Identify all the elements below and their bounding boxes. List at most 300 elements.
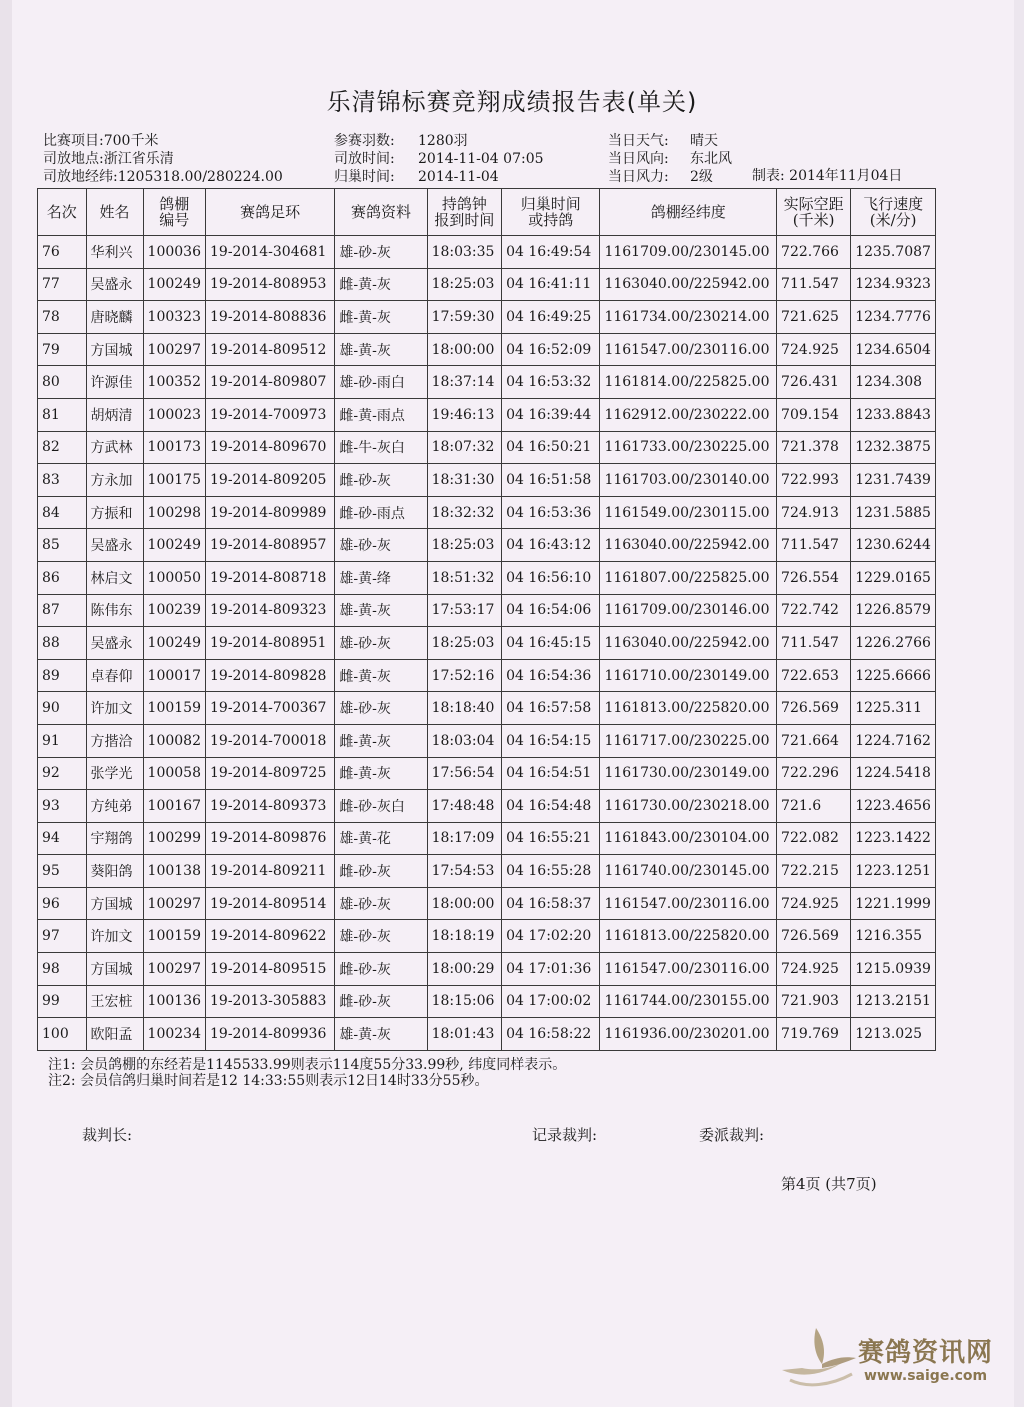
meta-label: 当日风力: — [608, 169, 669, 185]
cell-loft: 100234 — [143, 1018, 205, 1051]
cell-ring: 19-2014-700973 — [206, 398, 335, 431]
cell-rank: 88 — [38, 627, 87, 660]
cell-coords: 1161733.00/230225.00 — [600, 431, 777, 464]
cell-speed: 1215.0939 — [851, 953, 936, 986]
cell-info: 雌-砂-灰 — [335, 464, 427, 497]
cell-clock: 17:48:48 — [427, 790, 502, 823]
cell-rank: 89 — [38, 659, 87, 692]
cell-coords: 1163040.00/225942.00 — [600, 627, 777, 660]
cell-speed: 1232.3875 — [851, 431, 936, 464]
footnote: 注1: 会员鸽棚的东经若是1145533.99则表示114度55分33.99秒, 纬度同样表示。 — [48, 1057, 567, 1073]
cell-info: 雄-黄-灰 — [335, 594, 427, 627]
cell-loft: 100138 — [143, 855, 205, 888]
header-line: 飞行速度 — [863, 195, 924, 213]
cell-rank: 82 — [38, 431, 87, 464]
cell-name: 许源佳 — [86, 366, 143, 399]
cell-info: 雄-砂-灰 — [335, 887, 427, 920]
cell-coords: 1161717.00/230225.00 — [600, 724, 777, 757]
cell-ret: 04 16:57:58 — [502, 692, 600, 725]
cell-clock: 17:52:16 — [427, 659, 502, 692]
cell-dist: 722.766 — [777, 236, 851, 269]
cell-rank: 98 — [38, 953, 87, 986]
cell-name: 方国城 — [86, 953, 143, 986]
cell-speed: 1226.8579 — [851, 594, 936, 627]
cell-loft: 100159 — [143, 920, 205, 953]
meta-value: 700千米 — [103, 133, 159, 149]
cell-clock: 18:00:00 — [427, 887, 502, 920]
cell-rank: 85 — [38, 529, 87, 562]
cell-name: 许加文 — [86, 692, 143, 725]
cell-loft: 100239 — [143, 594, 205, 627]
cell-ring: 19-2014-808836 — [206, 301, 335, 334]
cell-coords: 1161730.00/230218.00 — [600, 790, 777, 823]
watermark-url: www.saige.com — [864, 1368, 988, 1384]
cell-coords: 1161709.00/230146.00 — [600, 594, 777, 627]
cell-loft: 100058 — [143, 757, 205, 790]
cell-info: 雌-砂-灰 — [335, 985, 427, 1018]
cell-clock: 18:03:04 — [427, 724, 502, 757]
cell-name: 葵阳鸽 — [86, 855, 143, 888]
header-line: 或持鸽 — [528, 211, 574, 229]
cell-dist: 721.664 — [777, 724, 851, 757]
table-row — [38, 301, 936, 334]
table-row — [38, 561, 936, 594]
footnote: 注2: 会员信鸽归巢时间若是12 14:33:55则表示12日14时33分55秒。 — [48, 1073, 489, 1089]
cell-ret: 04 16:54:06 — [502, 594, 600, 627]
cell-coords: 1161814.00/225825.00 — [600, 366, 777, 399]
cell-loft: 100173 — [143, 431, 205, 464]
cell-dist: 719.769 — [777, 1018, 851, 1051]
cell-rank: 93 — [38, 790, 87, 823]
cell-rank: 97 — [38, 920, 87, 953]
cell-rank: 90 — [38, 692, 87, 725]
cell-dist: 726.569 — [777, 920, 851, 953]
cell-info: 雄-黄-灰 — [335, 333, 427, 366]
cell-name: 胡炳清 — [86, 398, 143, 431]
cell-speed: 1223.1251 — [851, 855, 936, 888]
cell-ret: 04 17:00:02 — [502, 985, 600, 1018]
cell-speed: 1226.2766 — [851, 627, 936, 660]
table-row — [38, 822, 936, 855]
cell-clock: 18:17:09 — [427, 822, 502, 855]
cell-ret: 04 16:58:37 — [502, 887, 600, 920]
cell-speed: 1223.1422 — [851, 822, 936, 855]
cell-ret: 04 16:43:12 — [502, 529, 600, 562]
watermark-text: 赛鸽资讯网 — [858, 1338, 994, 1368]
cell-rank: 84 — [38, 496, 87, 529]
cell-ring: 19-2014-808953 — [206, 268, 335, 301]
cell-name: 方武林 — [86, 431, 143, 464]
cell-info: 雄-砂-灰 — [335, 920, 427, 953]
cell-dist: 711.547 — [777, 268, 851, 301]
cell-info: 雌-黄-雨点 — [335, 398, 427, 431]
cell-dist: 722.082 — [777, 822, 851, 855]
cell-coords: 1162912.00/230222.00 — [600, 398, 777, 431]
cell-coords: 1161710.00/230149.00 — [600, 659, 777, 692]
meta-value: 2级 — [690, 169, 713, 185]
cell-ring: 19-2014-809622 — [206, 920, 335, 953]
table-row — [38, 985, 936, 1018]
recorder-referee-sign: 记录裁判: — [532, 1126, 598, 1144]
cell-loft: 100299 — [143, 822, 205, 855]
cell-name: 陈伟东 — [86, 594, 143, 627]
cell-clock: 18:18:19 — [427, 920, 502, 953]
cell-dist: 726.431 — [777, 366, 851, 399]
cell-name: 唐晓麟 — [86, 301, 143, 334]
header-line: 报到时间 — [434, 211, 495, 229]
cell-ring: 19-2014-700018 — [206, 724, 335, 757]
meta-value: 东北风 — [690, 151, 732, 167]
watermark — [772, 1318, 1002, 1398]
cell-loft: 100136 — [143, 985, 205, 1018]
cell-ret: 04 17:01:36 — [502, 953, 600, 986]
cell-ring: 19-2014-809876 — [206, 822, 335, 855]
cell-info: 雄-黄-绛 — [335, 561, 427, 594]
page-number: 第4页 (共7页) — [781, 1175, 877, 1193]
cell-speed: 1231.5885 — [851, 496, 936, 529]
cell-ret: 04 16:53:32 — [502, 366, 600, 399]
cell-ret: 04 16:50:21 — [502, 431, 600, 464]
header-line: 鸽棚 — [159, 195, 190, 213]
header-info: 赛鸽资料 — [335, 189, 427, 236]
cell-loft: 100159 — [143, 692, 205, 725]
table-row — [38, 236, 936, 269]
cell-rank: 100 — [38, 1018, 87, 1051]
cell-speed: 1234.9323 — [851, 268, 936, 301]
cell-coords: 1161807.00/225825.00 — [600, 561, 777, 594]
cell-info: 雌-黄-灰 — [335, 659, 427, 692]
cell-ret: 04 16:54:15 — [502, 724, 600, 757]
table-row — [38, 496, 936, 529]
header-loft-number — [143, 189, 205, 236]
cell-name: 方国城 — [86, 887, 143, 920]
table-row — [38, 268, 936, 301]
cell-loft: 100023 — [143, 398, 205, 431]
cell-info: 雄-砂-灰 — [335, 692, 427, 725]
meta-label: 当日天气: — [608, 133, 669, 149]
cell-info: 雌-黄-灰 — [335, 301, 427, 334]
cell-clock: 18:32:32 — [427, 496, 502, 529]
table-row — [38, 627, 936, 660]
cell-info: 雌-黄-灰 — [335, 757, 427, 790]
meta-label: 比赛项目: — [43, 133, 104, 149]
cell-ring: 19-2014-809807 — [206, 366, 335, 399]
cell-loft: 100298 — [143, 496, 205, 529]
meta-label: 参赛羽数: — [334, 133, 395, 149]
cell-speed: 1221.1999 — [851, 887, 936, 920]
cell-name: 林启文 — [86, 561, 143, 594]
cell-loft: 100323 — [143, 301, 205, 334]
meta-value: 1280羽 — [418, 133, 468, 149]
table-header-row — [38, 189, 936, 236]
cell-ring: 19-2013-305883 — [206, 985, 335, 1018]
cell-speed: 1213.2151 — [851, 985, 936, 1018]
cell-clock: 18:18:40 — [427, 692, 502, 725]
chief-referee-sign: 裁判长: — [82, 1126, 133, 1144]
cell-speed: 1234.7776 — [851, 301, 936, 334]
table-row — [38, 887, 936, 920]
cell-rank: 79 — [38, 333, 87, 366]
cell-coords: 1161549.00/230115.00 — [600, 496, 777, 529]
cell-speed: 1224.7162 — [851, 724, 936, 757]
cell-ret: 04 16:56:10 — [502, 561, 600, 594]
cell-ret: 04 16:49:25 — [502, 301, 600, 334]
cell-speed: 1235.7087 — [851, 236, 936, 269]
cell-info: 雌-砂-灰 — [335, 953, 427, 986]
made-date: 制表: 2014年11月04日 — [752, 168, 903, 184]
table-row — [38, 431, 936, 464]
cell-name: 吴盛永 — [86, 627, 143, 660]
header-line: (米/分) — [869, 211, 917, 229]
cell-info: 雌-黄-灰 — [335, 724, 427, 757]
cell-info: 雌-牛-灰白 — [335, 431, 427, 464]
cell-coords: 1163040.00/225942.00 — [600, 268, 777, 301]
header-distance — [777, 189, 851, 236]
header-coords: 鸽棚经纬度 — [600, 189, 777, 236]
table-row — [38, 692, 936, 725]
cell-ret: 04 16:53:36 — [502, 496, 600, 529]
cell-rank: 95 — [38, 855, 87, 888]
cell-clock: 18:03:35 — [427, 236, 502, 269]
cell-rank: 96 — [38, 887, 87, 920]
cell-speed: 1233.8843 — [851, 398, 936, 431]
cell-loft: 100297 — [143, 333, 205, 366]
header-ring: 赛鸽足环 — [206, 189, 335, 236]
table-row — [38, 953, 936, 986]
cell-loft: 100036 — [143, 236, 205, 269]
table-row — [38, 757, 936, 790]
cell-loft: 100175 — [143, 464, 205, 497]
cell-ring: 19-2014-809373 — [206, 790, 335, 823]
cell-info: 雌-砂-灰 — [335, 855, 427, 888]
cell-dist: 724.913 — [777, 496, 851, 529]
cell-rank: 78 — [38, 301, 87, 334]
cell-info: 雌-砂-雨点 — [335, 496, 427, 529]
cell-name: 方国城 — [86, 333, 143, 366]
cell-loft: 100249 — [143, 529, 205, 562]
cell-clock: 18:37:14 — [427, 366, 502, 399]
table-row — [38, 398, 936, 431]
meta-left — [43, 132, 283, 186]
cell-ret: 04 16:54:48 — [502, 790, 600, 823]
cell-ret: 04 16:45:15 — [502, 627, 600, 660]
cell-ret: 04 16:39:44 — [502, 398, 600, 431]
meta-value: 晴天 — [690, 133, 718, 149]
cell-coords: 1161813.00/225820.00 — [600, 692, 777, 725]
meta-label: 司放时间: — [334, 151, 395, 167]
header-line: 实际空距 — [783, 195, 844, 213]
results-table — [37, 188, 936, 1051]
cell-rank: 86 — [38, 561, 87, 594]
cell-info: 雄-黄-花 — [335, 822, 427, 855]
cell-coords: 1161703.00/230140.00 — [600, 464, 777, 497]
cell-clock: 18:25:03 — [427, 529, 502, 562]
cell-rank: 94 — [38, 822, 87, 855]
header-line: 编号 — [159, 211, 190, 229]
cell-ring: 19-2014-808951 — [206, 627, 335, 660]
cell-name: 吴盛永 — [86, 529, 143, 562]
table-row — [38, 529, 936, 562]
cell-loft: 100352 — [143, 366, 205, 399]
cell-dist: 724.925 — [777, 887, 851, 920]
cell-info: 雄-砂-灰 — [335, 529, 427, 562]
cell-ring: 19-2014-809514 — [206, 887, 335, 920]
cell-speed: 1225.311 — [851, 692, 936, 725]
meta-label: 归巢时间: — [334, 169, 395, 185]
cell-clock: 17:56:54 — [427, 757, 502, 790]
cell-loft: 100297 — [143, 953, 205, 986]
table-row — [38, 464, 936, 497]
cell-dist: 722.653 — [777, 659, 851, 692]
cell-info: 雄-砂-雨白 — [335, 366, 427, 399]
cell-info: 雄-黄-灰 — [335, 1018, 427, 1051]
cell-name: 卓春仰 — [86, 659, 143, 692]
header-return-time — [502, 189, 600, 236]
cell-dist: 726.569 — [777, 692, 851, 725]
cell-ring: 19-2014-809989 — [206, 496, 335, 529]
cell-ret: 04 16:55:28 — [502, 855, 600, 888]
header-speed — [851, 189, 936, 236]
cell-ring: 19-2014-809828 — [206, 659, 335, 692]
cell-loft: 100167 — [143, 790, 205, 823]
cell-ret: 04 16:54:36 — [502, 659, 600, 692]
cell-ring: 19-2014-809725 — [206, 757, 335, 790]
cell-rank: 91 — [38, 724, 87, 757]
cell-ret: 04 16:55:21 — [502, 822, 600, 855]
cell-clock: 19:46:13 — [427, 398, 502, 431]
meta-value: 2014-11-04 07:05 — [418, 151, 544, 167]
cell-name: 许加文 — [86, 920, 143, 953]
cell-dist: 709.154 — [777, 398, 851, 431]
cell-name: 王宏桩 — [86, 985, 143, 1018]
meta-label: 司放地点: — [43, 151, 104, 167]
cell-clock: 18:01:43 — [427, 1018, 502, 1051]
cell-clock: 18:25:03 — [427, 268, 502, 301]
cell-name: 方永加 — [86, 464, 143, 497]
cell-speed: 1216.355 — [851, 920, 936, 953]
cell-dist: 711.547 — [777, 529, 851, 562]
report-title: 乐清锦标赛竞翔成绩报告表(单关) — [326, 88, 698, 116]
cell-rank: 76 — [38, 236, 87, 269]
cell-clock: 17:53:17 — [427, 594, 502, 627]
cell-dist: 711.547 — [777, 627, 851, 660]
cell-dist: 722.993 — [777, 464, 851, 497]
table-row — [38, 790, 936, 823]
cell-speed: 1224.5418 — [851, 757, 936, 790]
cell-dist: 724.925 — [777, 953, 851, 986]
cell-clock: 18:51:32 — [427, 561, 502, 594]
cell-dist: 722.215 — [777, 855, 851, 888]
cell-name: 宇翔鸽 — [86, 822, 143, 855]
cell-ret: 04 16:49:54 — [502, 236, 600, 269]
cell-loft: 100082 — [143, 724, 205, 757]
table-row — [38, 855, 936, 888]
meta-right — [608, 132, 732, 186]
cell-coords: 1161547.00/230116.00 — [600, 333, 777, 366]
table-row — [38, 366, 936, 399]
cell-coords: 1161744.00/230155.00 — [600, 985, 777, 1018]
cell-ring: 19-2014-809512 — [206, 333, 335, 366]
header-line: 持鸽钟 — [441, 195, 487, 213]
cell-ret: 04 16:51:58 — [502, 464, 600, 497]
meta-label: 司放地经纬: — [43, 169, 118, 185]
cell-info: 雌-黄-灰 — [335, 268, 427, 301]
meta-value: 浙江省乐清 — [103, 151, 174, 167]
cell-coords: 1161547.00/230116.00 — [600, 887, 777, 920]
cell-ret: 04 16:52:09 — [502, 333, 600, 366]
cell-speed: 1225.6666 — [851, 659, 936, 692]
cell-coords: 1161936.00/230201.00 — [600, 1018, 777, 1051]
cell-rank: 92 — [38, 757, 87, 790]
cell-name: 方振和 — [86, 496, 143, 529]
cell-clock: 17:54:53 — [427, 855, 502, 888]
cell-clock: 18:00:29 — [427, 953, 502, 986]
cell-dist: 721.378 — [777, 431, 851, 464]
footnotes — [48, 1057, 566, 1089]
meta-middle — [334, 132, 544, 186]
cell-speed: 1223.4656 — [851, 790, 936, 823]
cell-ring: 19-2014-809323 — [206, 594, 335, 627]
cell-ret: 04 16:41:11 — [502, 268, 600, 301]
cell-speed: 1234.308 — [851, 366, 936, 399]
cell-clock: 17:59:30 — [427, 301, 502, 334]
cell-ring: 19-2014-809936 — [206, 1018, 335, 1051]
cell-name: 欧阳孟 — [86, 1018, 143, 1051]
cell-ring: 19-2014-809211 — [206, 855, 335, 888]
cell-name: 吴盛永 — [86, 268, 143, 301]
cell-name: 张学光 — [86, 757, 143, 790]
cell-dist: 721.903 — [777, 985, 851, 1018]
cell-dist: 721.6 — [777, 790, 851, 823]
table-row — [38, 659, 936, 692]
table-row — [38, 594, 936, 627]
meta-value: 1205318.00/280224.00 — [117, 169, 283, 185]
header-line: (千米) — [792, 211, 835, 229]
cell-ret: 04 17:02:20 — [502, 920, 600, 953]
cell-speed: 1229.0165 — [851, 561, 936, 594]
cell-ret: 04 16:58:22 — [502, 1018, 600, 1051]
cell-loft: 100249 — [143, 627, 205, 660]
cell-ring: 19-2014-700367 — [206, 692, 335, 725]
cell-coords: 1161709.00/230145.00 — [600, 236, 777, 269]
cell-coords: 1161547.00/230116.00 — [600, 953, 777, 986]
cell-loft: 100297 — [143, 887, 205, 920]
cell-rank: 99 — [38, 985, 87, 1018]
cell-dist: 721.625 — [777, 301, 851, 334]
cell-ring: 19-2014-304681 — [206, 236, 335, 269]
cell-dist: 726.554 — [777, 561, 851, 594]
table-row — [38, 724, 936, 757]
cell-ring: 19-2014-808718 — [206, 561, 335, 594]
cell-loft: 100249 — [143, 268, 205, 301]
cell-ring: 19-2014-809515 — [206, 953, 335, 986]
cell-name: 华利兴 — [86, 236, 143, 269]
cell-rank: 80 — [38, 366, 87, 399]
cell-info: 雌-砂-灰白 — [335, 790, 427, 823]
cell-coords: 1161813.00/225820.00 — [600, 920, 777, 953]
cell-clock: 18:31:30 — [427, 464, 502, 497]
cell-loft: 100050 — [143, 561, 205, 594]
cell-coords: 1163040.00/225942.00 — [600, 529, 777, 562]
cell-ret: 04 16:54:51 — [502, 757, 600, 790]
delegate-referee-sign: 委派裁判: — [699, 1126, 765, 1144]
cell-clock: 18:25:03 — [427, 627, 502, 660]
cell-info: 雄-砂-灰 — [335, 627, 427, 660]
cell-speed: 1231.7439 — [851, 464, 936, 497]
meta-label: 当日风向: — [608, 151, 669, 167]
pigeon-logo-icon — [772, 1318, 862, 1396]
cell-rank: 83 — [38, 464, 87, 497]
